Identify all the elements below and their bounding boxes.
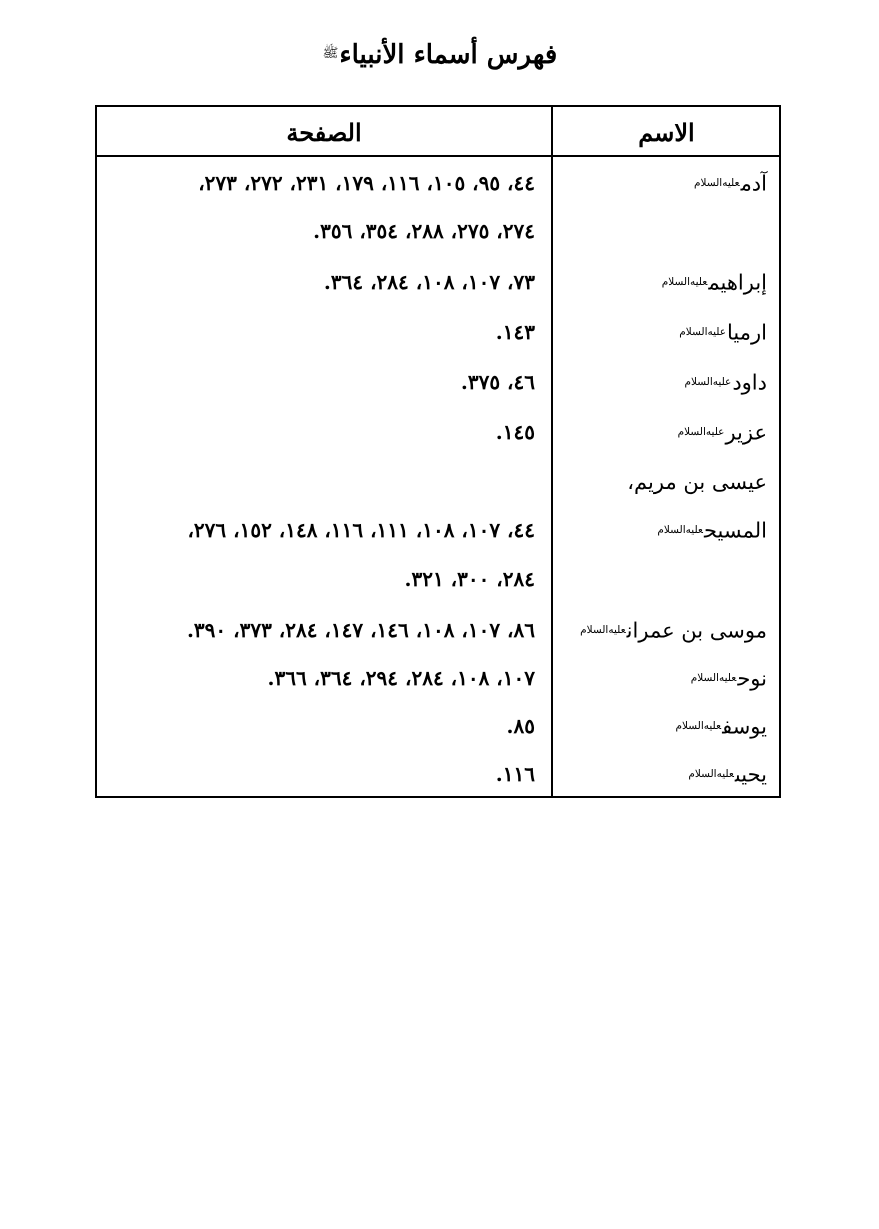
- page-numbers: ٨٦، ١٠٧، ١٠٨، ١٤٦، ١٤٧، ٢٨٤، ٣٧٣، ٣٩٠.: [186, 618, 535, 642]
- table-row: [97, 312, 779, 352]
- title-text: فهرس أسماء الأنبياء: [339, 40, 558, 70]
- page-numbers: ٤٤، ٩٥، ١٠٥، ١١٦، ١٧٩، ٢٣١، ٢٧٢، ٢٧٣،: [198, 171, 535, 195]
- table-row: [97, 412, 779, 452]
- table-row: [97, 211, 779, 251]
- prophet-name: آدم$^{عليه‌السلام}$: [693, 171, 767, 196]
- table-row: [97, 462, 779, 502]
- table-row: [97, 658, 779, 698]
- page-numbers: ٤٤، ١٠٧، ١٠٨، ١١١، ١١٦، ١٤٨، ١٥٢، ٢٧٦،: [187, 518, 535, 542]
- page-numbers: ٢٧٤، ٢٧٥، ٢٨٨، ٣٥٤، ٣٥٦.: [313, 219, 535, 243]
- title-honorific: ﷺ: [322, 46, 339, 62]
- header-divider: [97, 155, 779, 157]
- honorific-mark: عليه‌السلام: [684, 376, 732, 388]
- honorific-mark: عليه‌السلام: [675, 720, 722, 732]
- prophets-index-table: [95, 105, 781, 798]
- prophet-name: عيسى بن مريم،: [627, 470, 767, 494]
- table-row: [97, 510, 779, 550]
- page-numbers: ١٠٧، ١٠٨، ٢٨٤، ٢٩٤، ٣٦٤، ٣٦٦.: [267, 666, 535, 690]
- table-row: [97, 610, 779, 650]
- page-numbers: ٨٥.: [506, 714, 535, 738]
- page-column-header: الصفحة: [286, 118, 362, 147]
- table-row: [97, 163, 779, 203]
- prophet-name: إبراهيم$^{عليه‌السلام}$: [661, 270, 767, 295]
- honorific-mark: عليه‌السلام: [690, 672, 737, 684]
- prophet-name: المسيح$^{عليه‌السلام}$: [657, 518, 767, 543]
- prophet-name: موسى بن عمران$^{عليه‌السلام}$: [580, 618, 767, 643]
- honorific-mark: عليه‌السلام: [679, 326, 727, 338]
- page-numbers: ٢٨٤، ٣٠٠، ٣٢١.: [404, 567, 535, 591]
- honorific-mark: عليه‌السلام: [677, 426, 725, 438]
- honorific-mark: عليه‌السلام: [693, 177, 740, 189]
- honorific-mark: عليه‌السلام: [580, 624, 626, 636]
- honorific-mark: عليه‌السلام: [688, 768, 734, 780]
- honorific-mark: عليه‌السلام: [661, 276, 708, 288]
- name-column-header: الاسم: [638, 118, 695, 147]
- page-numbers: ١٤٥.: [495, 420, 535, 444]
- table-row: [97, 754, 779, 794]
- prophet-name: ارميا$^{عليه‌السلام}$: [679, 320, 767, 345]
- prophet-name: يوسف$^{عليه‌السلام}$: [675, 714, 767, 739]
- table-row: [97, 706, 779, 746]
- page-title: [0, 40, 879, 70]
- prophet-name: عزير$^{عليه‌السلام}$: [677, 420, 767, 445]
- prophet-name: نوح$^{عليه‌السلام}$: [690, 666, 767, 691]
- page-numbers: ١٤٣.: [495, 320, 535, 344]
- page-numbers: ٤٦، ٣٧٥.: [460, 370, 535, 394]
- prophet-name: يحيى$^{عليه‌السلام}$: [688, 762, 767, 787]
- table-row: [97, 362, 779, 402]
- page-numbers: ٧٣، ١٠٧، ١٠٨، ٢٨٤، ٣٦٤.: [323, 270, 535, 294]
- table-row: [97, 262, 779, 302]
- prophet-name: داود$^{عليه‌السلام}$: [684, 370, 767, 395]
- page-numbers: ١١٦.: [495, 762, 535, 786]
- table-row: [97, 559, 779, 599]
- honorific-mark: عليه‌السلام: [657, 524, 703, 536]
